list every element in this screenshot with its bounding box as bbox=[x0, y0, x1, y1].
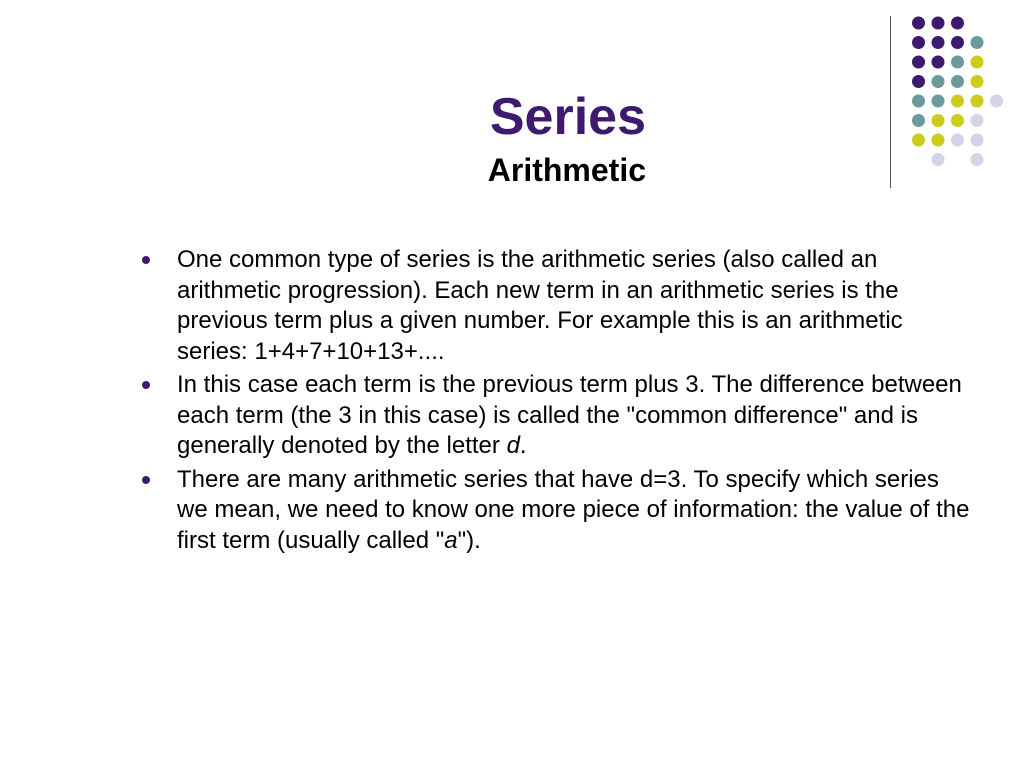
decorative-dot-purple bbox=[951, 36, 964, 49]
decorative-dot-teal bbox=[932, 75, 945, 88]
title-divider-line bbox=[890, 16, 891, 188]
decorative-dot-yellow bbox=[951, 114, 964, 127]
bullet-item bbox=[142, 465, 972, 557]
bullet-list bbox=[142, 245, 972, 559]
decorative-dot-lavender bbox=[971, 134, 984, 147]
decorative-dot-teal bbox=[912, 114, 925, 127]
bullet-item bbox=[142, 370, 972, 462]
bullet-item bbox=[142, 245, 972, 367]
bullet-text: One common type of series is the arithmetic series (also called an arithmetic progression). Each new term in an arithmetic series is the previous term plus a given number. For example this is an arithmetic series: 1+4+7+10+13+.... bbox=[177, 246, 903, 365]
decorative-dot-purple bbox=[932, 36, 945, 49]
decorative-dot-lavender bbox=[990, 95, 1003, 108]
bullet-dot-icon bbox=[142, 476, 150, 484]
decorative-dot-lavender bbox=[932, 153, 945, 166]
decorative-dot-lavender bbox=[971, 153, 984, 166]
decorative-dot-purple bbox=[932, 17, 945, 30]
bullet-dot-icon bbox=[142, 256, 150, 264]
decorative-dot-teal bbox=[912, 95, 925, 108]
decorative-dot-yellow bbox=[932, 134, 945, 147]
decorative-dot-lavender bbox=[971, 114, 984, 127]
decorative-dot-yellow bbox=[951, 95, 964, 108]
decorative-dot-purple bbox=[951, 17, 964, 30]
decorative-dot-purple bbox=[912, 17, 925, 30]
bullet-text: There are many arithmetic series that have d=3. To specify which series we mean, we need to know one more piece of information: the value of the first term (usually called "a"). bbox=[177, 465, 970, 554]
decorative-dot-purple bbox=[912, 36, 925, 49]
bullet-dot-icon bbox=[142, 381, 150, 389]
decorative-dot-purple bbox=[932, 56, 945, 69]
decorative-dot-yellow bbox=[932, 114, 945, 127]
decorative-dot-yellow bbox=[971, 95, 984, 108]
decorative-dot-purple bbox=[912, 75, 925, 88]
decorative-dot-yellow bbox=[971, 56, 984, 69]
decorative-dot-teal bbox=[971, 36, 984, 49]
decorative-dot-teal bbox=[951, 56, 964, 69]
decorative-dot-teal bbox=[951, 75, 964, 88]
bullet-text: In this case each term is the previous term plus 3. The difference between each term (the 3 in this case) is called the "common difference" and is generally denoted by the letter d. bbox=[177, 371, 962, 459]
decorative-dot-purple bbox=[912, 56, 925, 69]
slide-subtitle: Arithmetic bbox=[487, 152, 646, 188]
decorative-dot-yellow bbox=[971, 75, 984, 88]
decorative-dot-lavender bbox=[951, 134, 964, 147]
slide-title: Series bbox=[489, 88, 646, 146]
decorative-dot-yellow bbox=[912, 134, 925, 147]
decorative-dot-teal bbox=[932, 95, 945, 108]
